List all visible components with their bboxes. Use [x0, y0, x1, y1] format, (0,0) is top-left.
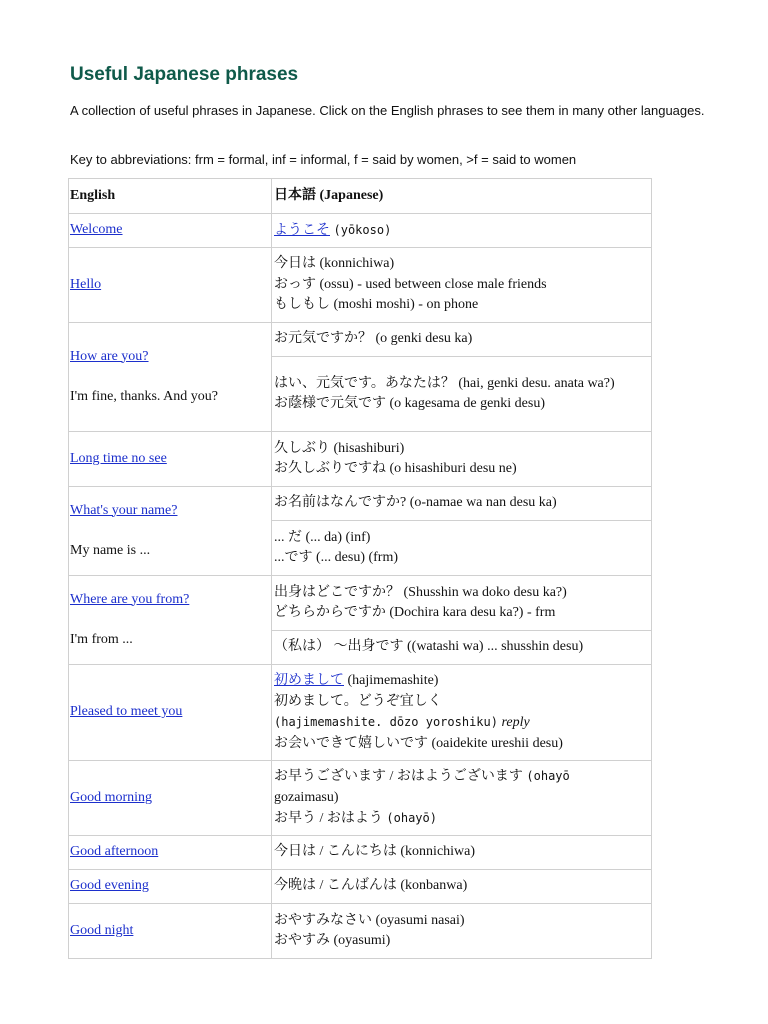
translation-line: おやすみなさい (oyasumi nasai): [274, 912, 465, 928]
table-row: [69, 576, 652, 631]
spacer: [70, 521, 269, 541]
link-good-evening[interactable]: Good evening: [70, 878, 149, 894]
translation-line: お蔭様で元気です (o kagesama de genki desu): [274, 396, 545, 411]
phrase-cell-night: [69, 904, 272, 959]
translation-line: 出身はどこですか？ (Shusshin wa doko desu ka?): [274, 584, 567, 600]
page-title: Useful Japanese phrases: [70, 64, 299, 85]
translation-line: [274, 766, 649, 788]
link-good-afternoon[interactable]: Good afternoon: [70, 844, 159, 860]
romaji-yokoso: (yōkoso): [333, 222, 392, 237]
translation-line: [274, 712, 649, 734]
translation-line: はい、元気です。あなたは？ (hai, genki desu. anata wa?): [274, 375, 615, 391]
spacer: [70, 610, 269, 630]
translation-line: おやすみ (oyasumi): [274, 933, 391, 948]
translation-line: 今日は (konnichiwa): [274, 256, 395, 272]
table-row: [69, 248, 652, 323]
phrase-cell-hello: [69, 248, 272, 323]
link-whats-your-name[interactable]: What's your name?: [70, 502, 178, 518]
table-row: [69, 432, 652, 487]
link-welcome[interactable]: Welcome: [70, 222, 123, 238]
romaji-hajimemashite: (hajimemashite): [347, 673, 439, 688]
link-good-morning[interactable]: Good morning: [70, 789, 153, 805]
phrase-cell-from: [69, 576, 272, 665]
link-how-are-you[interactable]: How are you?: [70, 348, 149, 364]
translation-line: gozaimasu): [274, 789, 339, 805]
phrase-cell-morning: [69, 761, 272, 836]
translation-line: もしもし (moshi moshi) - on phone: [274, 297, 479, 313]
translation-line: [274, 808, 649, 830]
table-header-row: [69, 179, 652, 214]
translation-line: おっす (ossu) - used between close male friends: [274, 276, 547, 292]
link-pleased-to-meet-you[interactable]: Pleased to meet you: [70, 704, 183, 720]
header-english: English: [69, 179, 272, 214]
translation-line: お久しぶりですね (o hisashiburi desu ne): [274, 461, 517, 476]
header-japanese: 日本語 (Japanese): [272, 179, 652, 214]
link-good-night[interactable]: Good night: [70, 922, 134, 938]
abbreviation-key: Key to abbreviations: frm = formal, inf = informal, f = said by women, >f = said to women: [70, 152, 577, 167]
phrase-cell-how-are-you: [69, 323, 272, 432]
translation-cell-evening: 今晩は / こんばんは (konbanwa): [272, 870, 652, 904]
link-hajimemashite[interactable]: 初めまして: [274, 673, 344, 688]
reply-my-name: My name is ...: [70, 543, 151, 558]
phrase-cell-afternoon: [69, 836, 272, 870]
translation-line: ...です (... desu) (frm): [274, 550, 399, 565]
phrase-cell-pleased: [69, 665, 272, 761]
table-row: [69, 487, 652, 521]
translation-cell-name: お名前はなんですか? (o-namae wa nan desu ka): [272, 487, 652, 521]
translation-cell-pleased: [272, 665, 652, 761]
translation-line: 久しぶり (hisashiburi): [274, 440, 405, 456]
table-row: [69, 836, 652, 870]
romaji-ohayo: (ohayō: [526, 769, 570, 784]
japanese-ohayo-gozaimasu: お早うございます / おはようございます: [274, 769, 523, 785]
table-row: [69, 214, 652, 248]
reply-how-are-you: I'm fine, thanks. And you?: [70, 389, 218, 404]
link-hello[interactable]: Hello: [70, 276, 102, 292]
phrase-cell-name: [69, 487, 272, 576]
phrase-cell-evening: [69, 870, 272, 904]
translation-line: どちらからですか (Dochira kara desu ka?) - frm: [274, 605, 556, 620]
table-row: [69, 665, 652, 761]
translation-cell-welcome: [272, 214, 652, 248]
translation-line: お会いできて嬉しいです (oaidekite ureshii desu): [274, 735, 563, 751]
table-row: [69, 323, 652, 357]
phrase-cell-long-time: [69, 432, 272, 487]
reply-label: reply: [501, 715, 530, 730]
romaji-ohayo-short: (ohayō): [386, 811, 437, 826]
reply-im-from: I'm from ...: [70, 632, 133, 647]
translation-cell-morning: [272, 761, 652, 836]
spacer: [70, 367, 269, 387]
translation-cell-im-from: （私は） ～出身です ((watashi wa) ... shusshin desu): [272, 631, 652, 665]
translation-cell-afternoon: 今日は / こんにちは (konnichiwa): [272, 836, 652, 870]
translation-cell-my-name: [272, 521, 652, 576]
translation-cell-how-are-you: お元気ですか？ (o genki desu ka): [272, 323, 652, 357]
table-row: [69, 761, 652, 836]
translation-cell-hello: [272, 248, 652, 323]
intro-paragraph: A collection of useful phrases in Japanese. Click on the English phrases to see them in many other languages.: [70, 103, 705, 118]
translation-cell-reply-fine: [272, 357, 652, 432]
romaji-dozo-yoroshiku: (hajimemashite. dōzo yoroshiku): [274, 715, 498, 729]
link-long-time-no-see[interactable]: Long time no see: [70, 450, 167, 466]
link-where-are-you-from[interactable]: Where are you from?: [70, 591, 190, 607]
link-yokoso[interactable]: ようこそ: [274, 222, 330, 238]
translation-line: [274, 671, 649, 692]
translation-line: 初めまして。どうぞ宜しく: [274, 693, 442, 709]
table-row: [69, 904, 652, 959]
table-row: [69, 870, 652, 904]
phrases-table: [68, 178, 652, 959]
japanese-ohayo: お早う / おはよう: [274, 811, 383, 827]
translation-line: ... だ (... da) (inf): [274, 529, 371, 545]
translation-cell-long-time: [272, 432, 652, 487]
phrase-cell-welcome: [69, 214, 272, 248]
translation-cell-from: [272, 576, 652, 631]
translation-cell-night: [272, 904, 652, 959]
